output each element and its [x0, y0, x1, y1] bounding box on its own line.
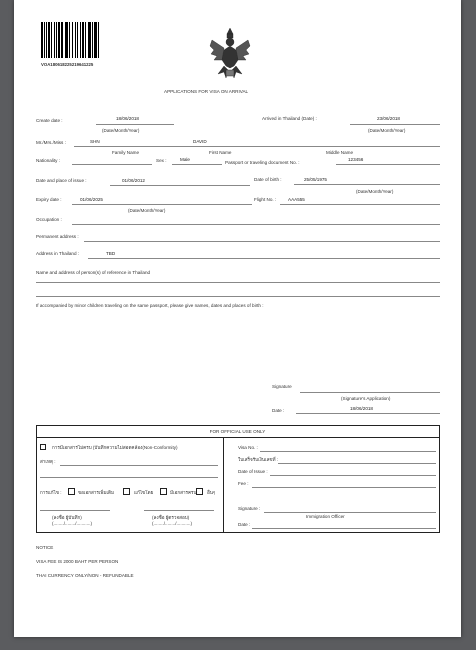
form-title: APPLICATIONS FOR VISA ON ARRIVAL: [164, 89, 249, 94]
fee-label: Fee :: [238, 481, 249, 486]
reference-label: Name and address of person(s) of reference in Thailand: [36, 270, 151, 275]
action-opt3-label: มีเอกสารครบ: [170, 490, 197, 495]
recorder-sign-label: (ลงชื่อ ผู้บันทึก): [52, 515, 82, 520]
create-date-value[interactable]: 18/06/2018: [116, 116, 139, 121]
minor-label: If accompanied by minor children traveling on the same passport, please give names, dates and places of birth :: [36, 303, 264, 308]
signed-date-value[interactable]: 18/06/2018: [350, 406, 373, 411]
barcode-bar: [99, 22, 101, 58]
cause-label: สาเหตุ :: [40, 459, 56, 464]
arrived-value[interactable]: 23/06/2018: [377, 116, 400, 121]
nationality-label: Nationality :: [36, 158, 61, 163]
issue-label: Date and place of issue :: [36, 178, 87, 183]
family-name-label: Family Name: [112, 150, 140, 155]
action-opt4-label: อื่นๆ: [207, 490, 216, 495]
checker-sign-label: (ลงชื่อ ผู้ตรวจสอบ): [152, 515, 190, 520]
signature-label: Signature: [272, 384, 292, 389]
middle-name-label: Middle Name: [326, 150, 354, 155]
action-opt1-checkbox[interactable]: [68, 488, 75, 495]
issue-value[interactable]: 01/06/2012: [122, 178, 145, 183]
action-opt2-checkbox[interactable]: [123, 488, 130, 495]
notice-line2: THAI CURRENCY ONLY/NON - REFUNDABLE: [36, 573, 134, 578]
first-name-value[interactable]: DAVID: [193, 139, 207, 144]
expiry-format: (Date/Month/Year): [128, 208, 166, 213]
create-date-format: (Date/Month/Year): [102, 128, 140, 133]
receipt-label: ใบเสร็จรับเงินเลขที่ :: [238, 457, 279, 462]
permanent-label: Permanent address :: [36, 234, 79, 239]
signature-caption: (Signature's Application): [341, 396, 391, 401]
barcode: [41, 22, 101, 58]
expiry-value[interactable]: 01/06/2025: [80, 197, 103, 202]
address-th-label: Address in Thailand :: [36, 251, 80, 256]
notice-title: NOTICE: [36, 545, 54, 550]
recorder-sign-date: (......../......../...........): [52, 521, 93, 526]
visa-no-label: Visa No. :: [238, 445, 258, 450]
checker-sign-date: (......../......../...........): [152, 521, 193, 526]
action-opt1-label: ขอเอกสารเพิ่มเติม: [78, 490, 115, 495]
flight-label: Flight No. :: [254, 197, 277, 202]
nonconformity-checkbox[interactable]: [40, 444, 46, 450]
birth-label: Date of birth :: [254, 177, 282, 182]
official-use-box: [36, 425, 440, 533]
flight-value[interactable]: AAA555: [288, 197, 305, 202]
action-opt3-checkbox[interactable]: [160, 488, 167, 495]
expiry-label: Expiry date :: [36, 197, 62, 202]
action-opt2-label: แก้ไขโดย: [134, 490, 154, 495]
notice-line1: VISA FEE IS 2000 BAHT PER PERSON: [36, 559, 119, 564]
occupation-label: Occupation :: [36, 217, 62, 222]
document-page: [14, 0, 461, 637]
family-name-value[interactable]: SHN: [90, 139, 100, 144]
official-use-header: FOR OFFICIAL USE ONLY: [209, 429, 266, 434]
first-name-label: First Name: [209, 150, 232, 155]
official-signature-label: Signature :: [238, 506, 261, 511]
title-label: Mr./Mrs./Miss :: [36, 140, 66, 145]
official-date-label: Date :: [238, 522, 251, 527]
birth-format: (Date/Month/Year): [356, 189, 394, 194]
date-of-issue-label: Date of Issue :: [238, 469, 268, 474]
action-opt4-checkbox[interactable]: [196, 488, 203, 495]
garuda-emblem-icon: [208, 26, 252, 80]
passport-label: Passport or traveling document No. :: [225, 160, 300, 165]
birth-value[interactable]: 25/05/1975: [304, 177, 327, 182]
sex-label: Sex :: [156, 158, 167, 163]
immigration-officer-label: Immigration Officer: [306, 514, 345, 519]
nonconformity-label: การมีเอกสารไม่ครบ (บันทึกความไม่สอดคล้อง(Non-Conformity): [52, 445, 178, 450]
arrived-format: (Date/Month/Year): [368, 128, 406, 133]
passport-value[interactable]: 123456: [348, 157, 364, 162]
arrived-label: Arrived in Thailand (Date) :: [262, 116, 317, 121]
create-date-label: Create date :: [36, 118, 63, 123]
barcode-number: VOA180618225219641225: [41, 62, 94, 67]
signed-date-label: Date :: [272, 408, 285, 413]
action-label: การแก้ไข :: [40, 490, 62, 495]
address-th-value[interactable]: TBD: [106, 251, 116, 256]
sex-value[interactable]: Male: [180, 157, 190, 162]
